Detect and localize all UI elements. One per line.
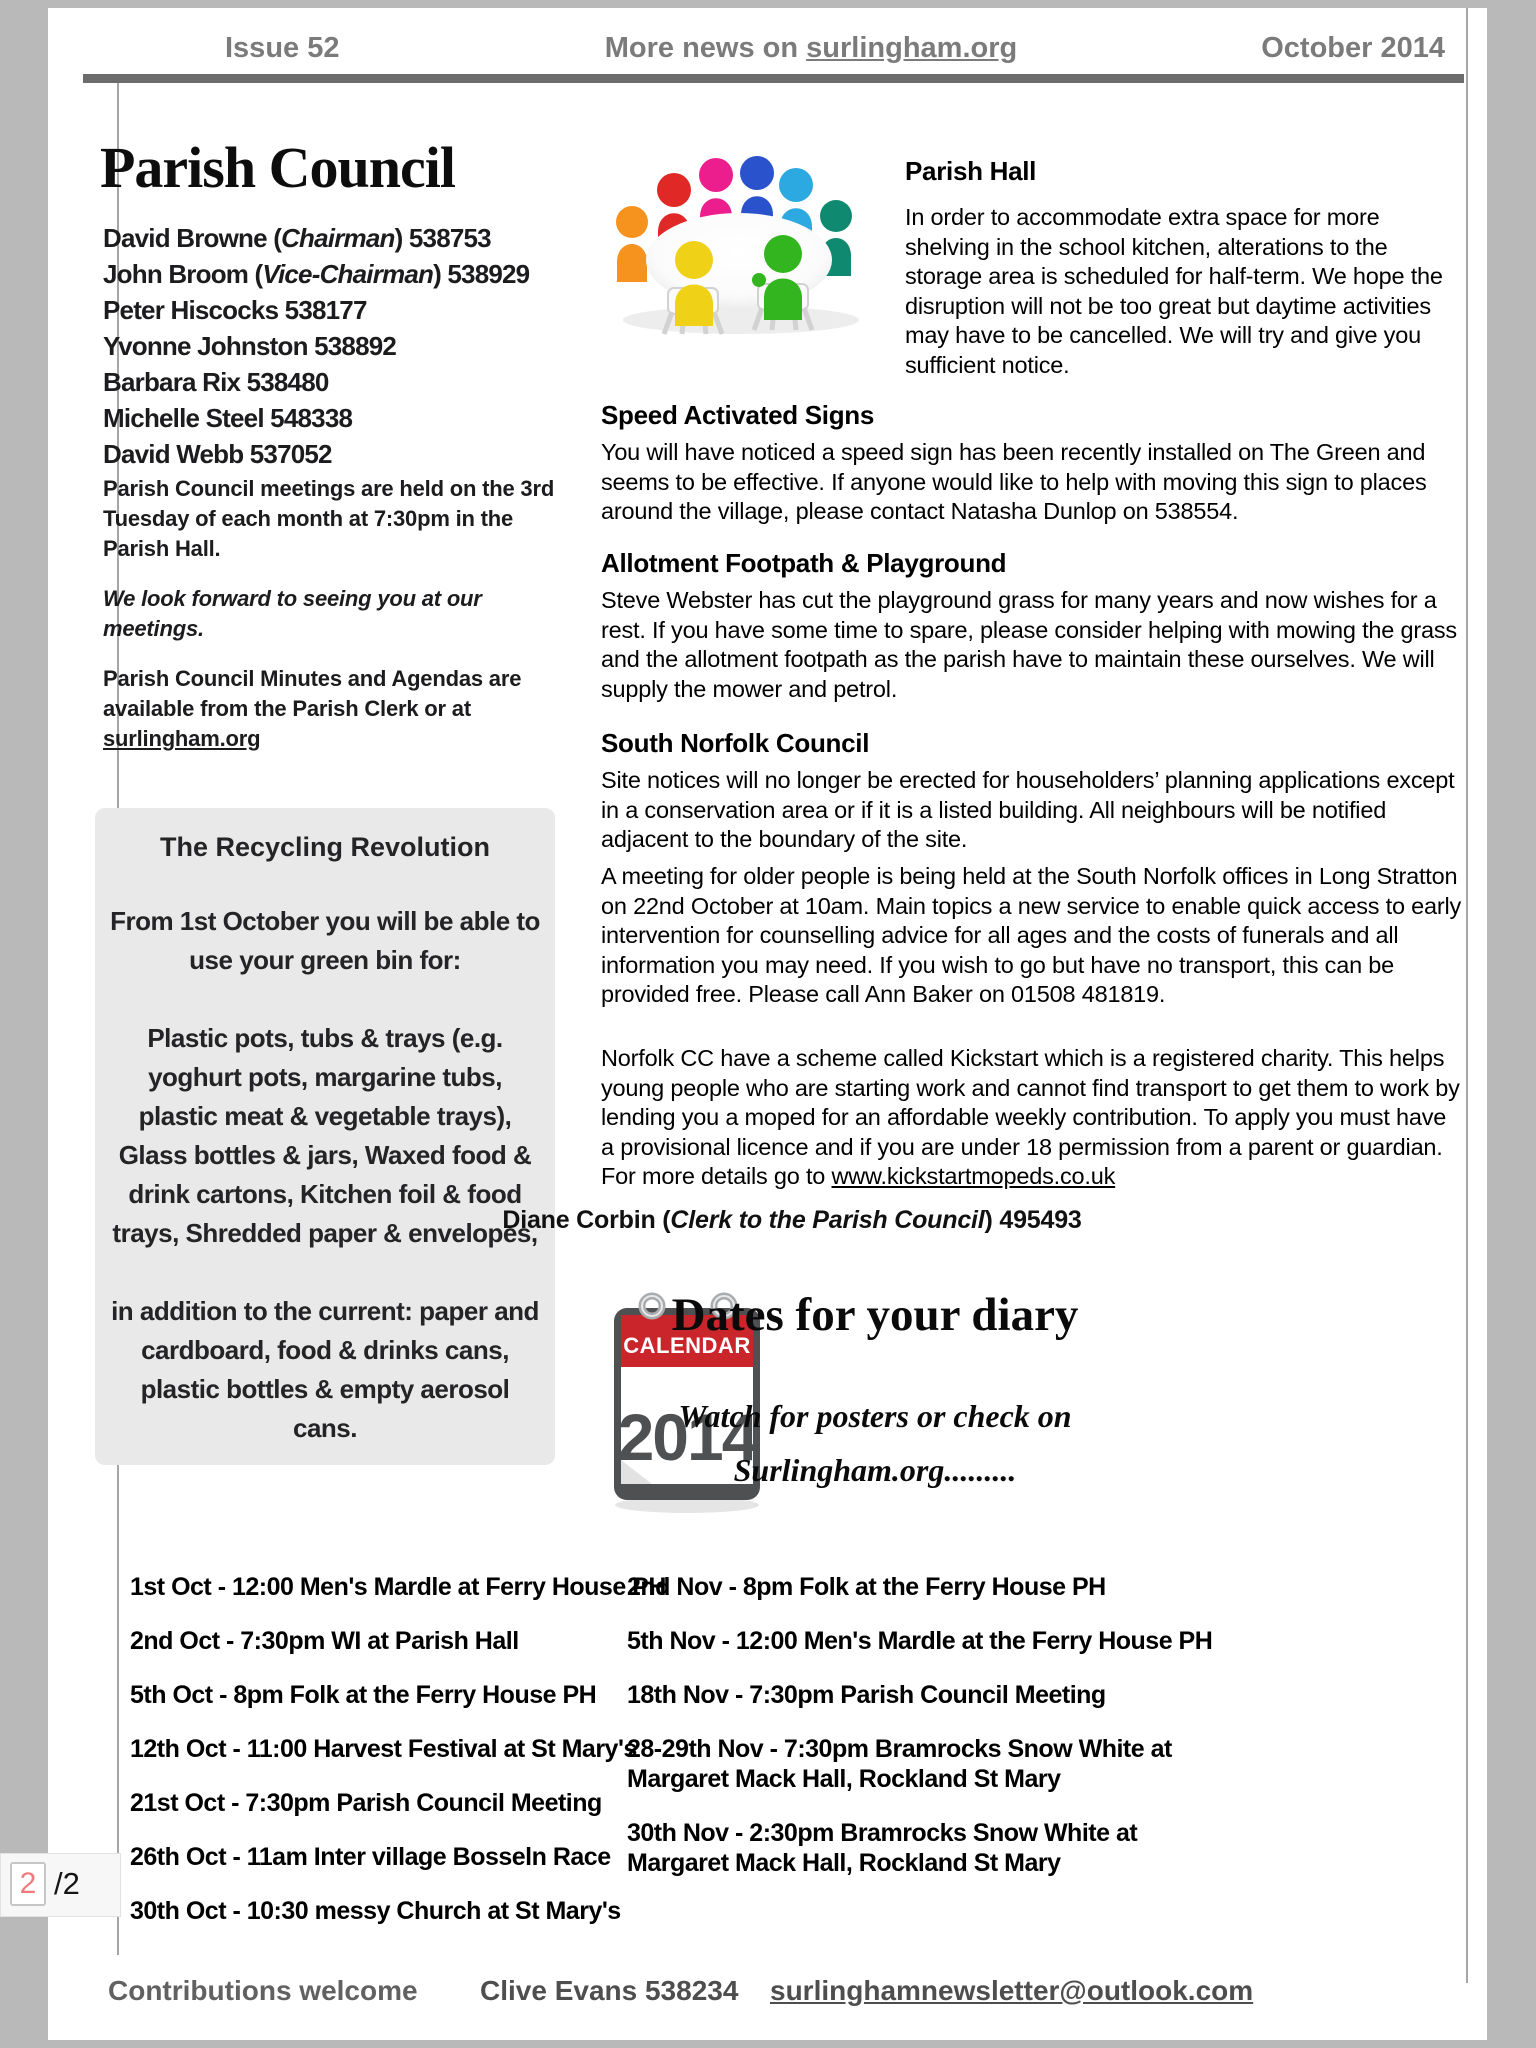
speed-signs-body: You will have noticed a speed sign has been recently installed on The Green and seems to be effective. If anyone would like to help with moving this sign to places around the village, please contact Natasha Dunlop on 538554. [601, 439, 1427, 524]
recycling-title: The Recycling Revolution [159, 832, 491, 862]
allotment-body: Steve Webster has cut the playground grass for many years and now wishes for a rest. If you have some time to spare, please consider helping with mowing the grass and the allotment footpath as the parish have to maintain these ourselves. We will supply the mower and petrol. [601, 587, 1457, 702]
more-news-text: More news on [604, 32, 807, 64]
parish-council-title: Parish Council [100, 135, 455, 200]
date-item: 2nd Nov - 8pm Folk at the Ferry House PH [627, 1573, 1106, 1601]
diary-title: Dates for your diary [671, 1289, 1079, 1341]
council-member: John Broom (Vice-Chairman) 538929 [103, 259, 530, 289]
person-orange [616, 206, 648, 282]
council-member: David Webb 537052 [103, 439, 332, 469]
council-member: Michelle Steel 548338 [103, 403, 353, 433]
date-item: 2nd Oct - 7:30pm WI at Parish Hall [130, 1627, 519, 1655]
meeting-people-image [610, 140, 872, 338]
meetings-info-paragraph: Parish Council meetings are held on the 3rd Tuesday of each month at 7:30pm in the Parish Hall. [103, 476, 555, 561]
minutes-paragraph: Parish Council Minutes and Agendas are available from the Parish Clerk or at surlingham.org [103, 666, 522, 751]
page-total-label: /2 [54, 1866, 80, 1901]
parish-hall-heading: Parish Hall [905, 156, 1037, 186]
council-member: Peter Hiscocks 538177 [103, 295, 367, 325]
look-forward-paragraph: We look forward to seeing you at our meetings. [103, 586, 482, 641]
date-item: 30th Oct - 10:30 messy Church at St Mary's [130, 1897, 621, 1925]
speed-signs-heading: Speed Activated Signs [601, 400, 875, 430]
date-item: 12th Oct - 11:00 Harvest Festival at St Mary's [130, 1735, 637, 1763]
parish-hall-body: In order to accommodate extra space for more shelving in the school kitchen, alterations to the storage area is scheduled for half-term. We hope the disruption will not be too great but daytime activities may have to be cancelled. We will try and give you sufficient notice. [905, 204, 1443, 378]
date-item: 18th Nov - 7:30pm Parish Council Meeting [627, 1681, 1106, 1709]
recycling-paragraph: From 1st October you will be able to use your green bin for: [110, 906, 540, 975]
november-dates-list [627, 1572, 1327, 1902]
table-shadow [623, 306, 859, 334]
recycling-paragraph: Plastic pots, tubs & trays (e.g. yoghurt pots, margarine tubs, plastic meat & vegetable trays), Glass bottles & jars, Waxed food & drink cartons, Kitchen foil & food trays, Shredded paper & envelopes, [112, 1023, 538, 1248]
date-item: 1st Oct - 12:00 Men's Mardle at Ferry House PH [130, 1573, 666, 1601]
date-item: 5th Nov - 12:00 Men's Mardle at the Ferry House PH [627, 1627, 1213, 1655]
date-item: 26th Oct - 11am Inter village Bosseln Race [130, 1843, 611, 1871]
date-label: October 2014 [1261, 32, 1445, 64]
south-norfolk-heading: South Norfolk Council [601, 728, 870, 758]
calendar-year: 2014 [617, 1400, 757, 1474]
kickstart-paragraph: Norfolk CC have a scheme called Kickstart which is a registered charity. This helps young people who are starting work and cannot find transport to get them to work by lending you a moped for an affordable weekly contribution. To apply you must have a provisional licence and if you are under 18 permission from a parent or guardian. For more details go to www.kickstartmopeds.co.uk [601, 1045, 1460, 1189]
surlingham-header-link[interactable]: surlingham.org [806, 32, 1018, 64]
clerk-line: Diane Corbin (Clerk to the Parish Council) 495493 [502, 1206, 1082, 1234]
south-norfolk-paragraph-1: Site notices will no longer be erected for householders’ planning applications except in a conservation area or if it is a listed building. All neighbours will be notified adjacent to the boundary of the site. [601, 767, 1455, 852]
right-border-line [1466, 8, 1468, 1983]
allotment-heading: Allotment Footpath & Playground [601, 548, 1007, 578]
date-item: 28-29th Nov - 7:30pm Bramrocks Snow White at Margaret Mack Hall, Rockland St Mary [627, 1735, 1172, 1793]
diary-subtitle: Watch for posters or check on [678, 1398, 1072, 1434]
calendar-label: CALENDAR [623, 1333, 751, 1358]
contact-name-phone: Clive Evans 538234 [480, 1975, 739, 2006]
council-member: Yvonne Johnston 538892 [103, 331, 397, 361]
recycling-notice-box [95, 808, 555, 1465]
more-news-line [511, 32, 1111, 65]
council-member-list [103, 220, 529, 472]
surlingham-minutes-link[interactable]: surlingham.org [103, 726, 261, 751]
date-item: 21st Oct - 7:30pm Parish Council Meeting [130, 1789, 602, 1817]
kickstart-link[interactable]: www.kickstartmopeds.co.uk [831, 1163, 1116, 1189]
contributions-label: Contributions welcome [108, 1975, 418, 2006]
header-rule [83, 74, 1464, 83]
council-member: Barbara Rix 538480 [103, 367, 329, 397]
newsletter-email-link[interactable]: surlinghamnewsletter@outlook.com [770, 1975, 1254, 2006]
october-dates-list [130, 1572, 666, 1950]
date-item: 30th Nov - 2:30pm Bramrocks Snow White at Margaret Mack Hall, Rockland St Mary [627, 1819, 1138, 1877]
current-page-box[interactable]: 2 [10, 1862, 46, 1906]
recycling-paragraph: in addition to the current: paper and cardboard, food & drinks cans, plastic bottles & empty aerosol cans. [111, 1296, 539, 1443]
date-item: 5th Oct - 8pm Folk at the Ferry House PH [130, 1681, 597, 1709]
issue-label: Issue 52 [225, 32, 340, 64]
council-member: David Browne (Chairman) 538753 [103, 223, 491, 253]
south-norfolk-paragraph-2: A meeting for older people is being held at the South Norfolk offices in Long Stratton on 22nd October at 10am. Main topics a new service to enable quick access to early intervention for counselling advice for all ages and the costs of funerals and all information you may need. If you wish to go but have no transport, this can be provided free. Please call Ann Baker on 01508 481819. [601, 863, 1462, 1007]
diary-subtitle: Surlingham.org......... [733, 1452, 1017, 1488]
